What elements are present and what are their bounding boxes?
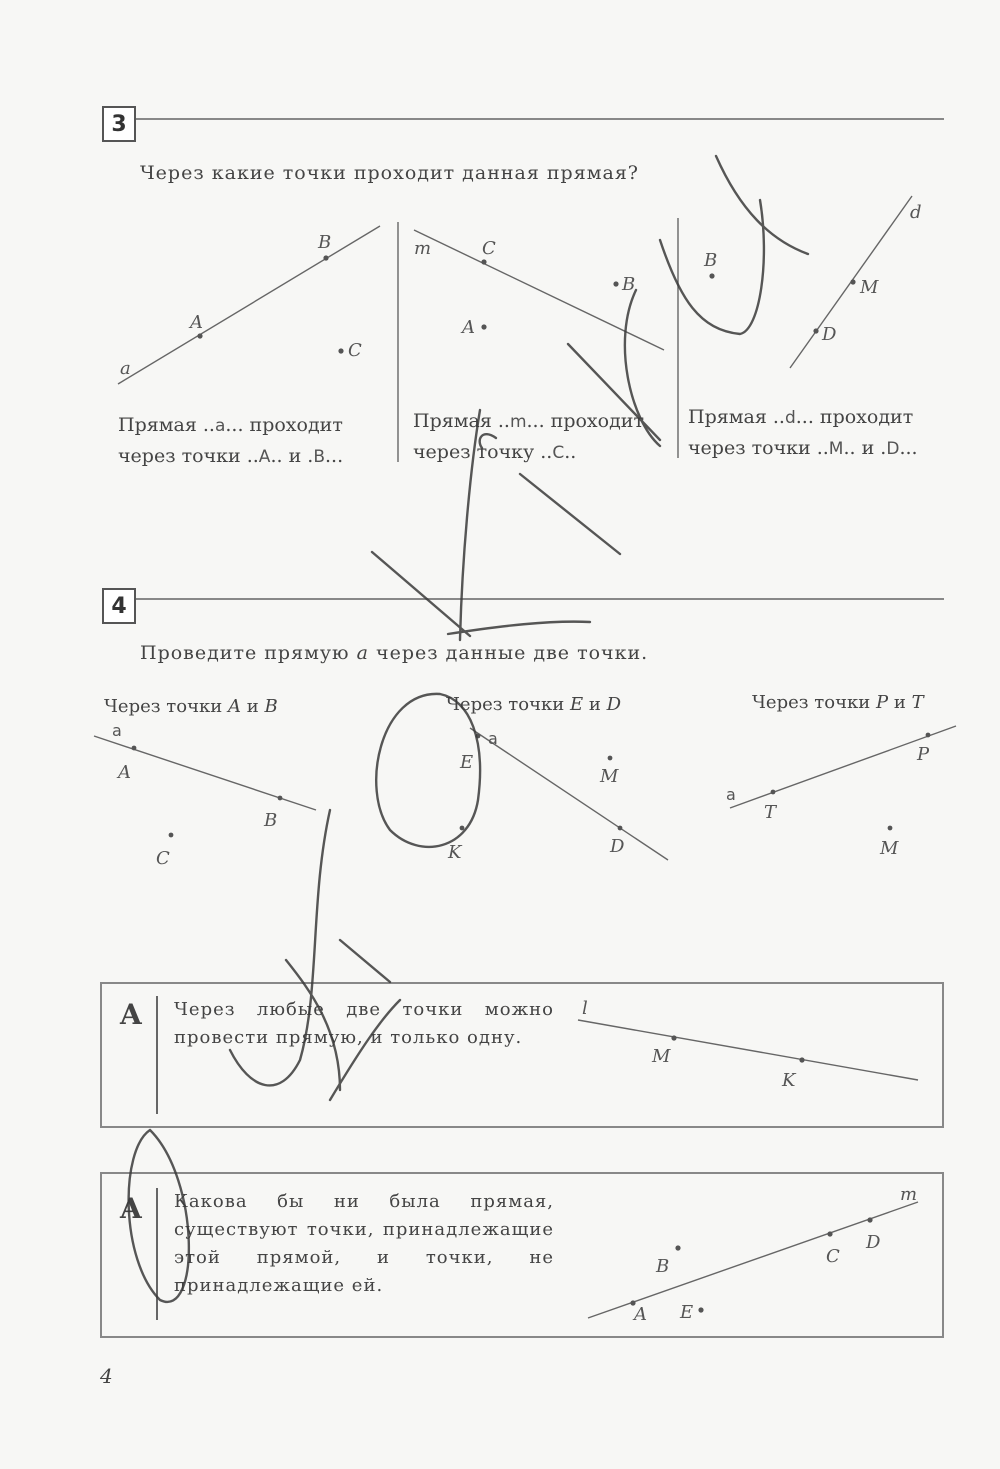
- answer-text: проходит: [249, 414, 343, 436]
- page-number: 4: [100, 1364, 113, 1388]
- line-l: [578, 1020, 918, 1080]
- label-m: m: [414, 238, 432, 259]
- scribble-stroke: [230, 810, 330, 1085]
- point-K: [460, 826, 465, 831]
- label-B: B: [318, 232, 332, 253]
- answer-text: проходит: [550, 410, 644, 432]
- task-3-question: Через какие точки проходит данная прямая?: [140, 162, 639, 184]
- handwritten-label-a: a: [726, 785, 736, 804]
- instruction-text: Проведите прямую: [140, 642, 350, 664]
- label-l: l: [582, 998, 588, 1019]
- point-M: [850, 279, 855, 284]
- answer-text: проходит: [819, 406, 914, 428]
- point-K: [799, 1057, 804, 1062]
- sub-title-text: Через точки: [104, 696, 223, 717]
- drawn-line-ed: [470, 728, 668, 860]
- label-B: B: [622, 274, 636, 295]
- sub-title-point: B: [264, 696, 278, 717]
- point-B: [613, 281, 618, 286]
- axiom-1-text: Через любые две точки можно провести прямую, и только одну.: [174, 999, 554, 1048]
- label-B: B: [264, 810, 278, 831]
- label-P: P: [917, 744, 930, 765]
- answer-text: Прямая: [118, 414, 197, 436]
- label-C: C: [348, 340, 362, 361]
- scribble-stroke: [129, 1130, 189, 1302]
- label-M: M: [600, 766, 619, 787]
- sub-title-point: A: [227, 696, 241, 717]
- label-B: B: [656, 1256, 670, 1277]
- point-D: [813, 328, 818, 333]
- label-E: E: [460, 752, 474, 773]
- task-4-number: 4: [111, 593, 127, 619]
- label-M: M: [860, 277, 879, 298]
- handwritten-label-a: a: [488, 729, 498, 748]
- label-B: B: [704, 250, 718, 271]
- point-E: [698, 1307, 703, 1312]
- task-3-number: 3: [111, 111, 127, 137]
- scribble-stroke: [568, 344, 660, 440]
- label-C: C: [156, 848, 170, 869]
- handwritten-answer: B: [313, 447, 325, 467]
- scribble-stroke: [520, 474, 620, 554]
- label-D: D: [866, 1232, 881, 1253]
- line-a: [118, 226, 380, 384]
- sub-title-point: T: [911, 692, 924, 713]
- point-A: [197, 333, 202, 338]
- point-C: [481, 259, 486, 264]
- label-a: a: [120, 358, 131, 379]
- label-D: D: [610, 836, 625, 857]
- label-A: A: [462, 317, 475, 338]
- task-3-panel-1-answer: Прямая ..a... проходит через точки ..A.. и .B...: [118, 414, 344, 467]
- sub-title-point: P: [875, 692, 889, 713]
- point-B: [323, 255, 328, 260]
- label-A: A: [634, 1304, 647, 1325]
- label-m: m: [900, 1184, 918, 1205]
- point-B: [709, 273, 714, 278]
- point-M: [671, 1035, 676, 1040]
- point-P: [926, 733, 931, 738]
- sub-title-text: и: [588, 694, 601, 715]
- label-C: C: [826, 1246, 840, 1267]
- drawn-line-pt: [730, 726, 956, 808]
- point-C: [169, 833, 174, 838]
- scribble-stroke: [460, 410, 480, 640]
- sub-title-text: Через точки: [446, 694, 565, 715]
- point-M: [888, 826, 893, 831]
- answer-text: и: [861, 437, 875, 459]
- label-D: D: [822, 324, 837, 345]
- handwritten-answer: M: [828, 439, 844, 459]
- label-M: M: [880, 838, 899, 859]
- scribble-stroke: [480, 434, 496, 448]
- sub-title-text: и: [246, 696, 259, 717]
- axiom-1-letter: A: [120, 998, 142, 1031]
- axiom-2-text: Какова бы ни была прямая, существуют точки, принадлежащие этой прямой, и точки, не принадлежащие ей.: [174, 1191, 554, 1296]
- axiom-2-letter: A: [120, 1192, 142, 1225]
- answer-text: через точки: [688, 437, 811, 459]
- label-E: E: [680, 1302, 694, 1323]
- answer-text: Прямая: [688, 406, 767, 428]
- answer-text: Прямая: [413, 410, 492, 432]
- handwritten-answer: A: [258, 447, 271, 467]
- point-M: [608, 756, 613, 761]
- instruction-text: через данные две точки.: [376, 642, 649, 664]
- scribble-stroke: [372, 552, 470, 636]
- handwritten-answer: D: [886, 439, 900, 459]
- handwritten-label-a: a: [112, 721, 122, 740]
- sub-title-text: Через точки: [752, 692, 871, 713]
- handwritten-answer: C: [552, 443, 565, 463]
- point-T: [771, 790, 776, 795]
- point-D: [618, 826, 623, 831]
- point-B: [675, 1245, 680, 1250]
- scribble-stroke: [448, 622, 590, 634]
- answer-text: и: [288, 445, 302, 467]
- task-3-panel-2-answer: Прямая ..m... проходит через точку ..C..: [413, 410, 644, 463]
- label-A: A: [190, 312, 203, 333]
- point-C: [827, 1231, 832, 1236]
- label-M: M: [652, 1046, 671, 1067]
- handwritten-answer: a: [214, 416, 226, 436]
- sub-title-point: D: [606, 694, 622, 715]
- instruction-variable: a: [356, 642, 369, 664]
- sub-title-text: и: [893, 692, 906, 713]
- handwritten-answer: m: [509, 412, 527, 432]
- label-C: C: [482, 238, 496, 259]
- sub-title-point: E: [569, 694, 584, 715]
- point-A: [132, 746, 137, 751]
- label-A: A: [118, 762, 131, 783]
- handwritten-answer: d: [784, 408, 796, 428]
- answer-text: через точку: [413, 441, 535, 463]
- scribble-stroke: [340, 940, 390, 982]
- label-d: d: [910, 202, 922, 223]
- task-3-panel-3-answer: Прямая ..d... проходит через точки ..M.. и .D...: [688, 406, 918, 459]
- label-K: K: [448, 842, 462, 863]
- point-C: [338, 348, 343, 353]
- answer-text: через точки: [118, 445, 241, 467]
- label-T: T: [764, 802, 777, 823]
- point-A: [481, 324, 486, 329]
- point-D: [867, 1217, 872, 1222]
- point-B: [278, 796, 283, 801]
- label-K: K: [782, 1070, 796, 1091]
